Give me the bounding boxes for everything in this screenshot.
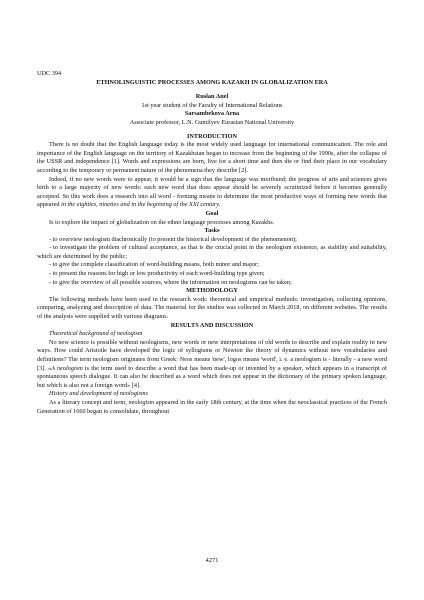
- task-item: - to give the complete classification of word-building means, both minor and major;: [49, 261, 259, 269]
- paper-page: [37, 70, 387, 416]
- goal-text: Is to explore the impact of globalization on the ethno language processes among Kazakhs.: [49, 218, 275, 226]
- task-item: - to give the overview of all possible sources, where the information on neologisms can be taken;: [49, 278, 292, 286]
- tasks-heading: Tasks: [204, 227, 220, 235]
- results-paragraph-2-text-a: As a literary concept and term,: [49, 398, 129, 406]
- goal-heading: Goal: [205, 209, 219, 217]
- introduction-heading: INTRODUCTION: [186, 132, 237, 140]
- results-paragraph-1-text-a: No new science is possible without neologisms, new words or new interpretations of old words to describe and explain reality in new ways. How could Aristotle have developed the logic of syllogisms or Newton the theory of dynamics without new vocabularies and definitions? The term neologism originates from Greek: Neos means 'new', logos means 'word', i. e. a neologism is - literally - a new word [3]. «: [37, 338, 387, 372]
- intro-paragraph-2-text: Indeed, if no new words were to appear, it would be a sign that the language was moribund; the progress of arts and sciences gives birth to a large majority of new words: each new word that does appear should be severely scrutinized before it becomes generally accepted. So this work does a research into all word - forming means to determine the most productive ways of forming new words that appeared: [37, 175, 387, 209]
- results-heading: RESULTS AND DISCUSSION: [170, 321, 254, 329]
- paper-title: ETHNOLINGUISTIC PROCESSES AMONG KAZAKH IN GLOBALIZATION ERA: [96, 78, 328, 86]
- author-affiliation: Associate professor, L.N. Gumilyev Eurasian National University: [129, 118, 295, 126]
- results-subheading-2: History and development of neologisms: [49, 390, 148, 398]
- intro-paragraph-2: [37, 176, 387, 210]
- methodology-text: The following methods have been used in the research work: theoretical and empirical methods: investigation, collecting opinions, comparing, analyzing and description of data. The material for the studies was collected in March 2018, on different websites. The results of the analysis were supplied with various diagrams.: [37, 295, 387, 321]
- page-number: 4271: [205, 557, 219, 564]
- author-affiliation: 1st year student of the Faculty of International Relations: [141, 101, 283, 109]
- author-name: Ruslan Anel: [195, 93, 229, 101]
- methodology-heading: METHODOLOGY: [186, 287, 238, 295]
- intro-paragraph-2-italic: in the eighties, nineties and in the beginning of the XXI century.: [61, 201, 221, 209]
- results-paragraph-1: [37, 339, 387, 391]
- results-subheading-1: Theoretical background of neologism: [49, 330, 143, 338]
- task-item: - to overview neologism diachronically (to present the historical development of the phenomenon);: [49, 235, 297, 243]
- results-paragraph-2-text-b: appeared in the early 18th century, at the time when the neoclassical practices of the French Generation of 1660 began to consolidate, throughout: [37, 398, 387, 415]
- results-paragraph-2: [37, 399, 387, 416]
- udc-code: UDC 394: [37, 70, 62, 77]
- results-paragraph-1-text-b: is the term used to describe a word that has been made-up or invented by a speaker, which appears in a transcript of spontaneous speech dialogue. It can also be described as a word which does not appear in the dictionary of the primary spoken language, but which is also not a foreign word» [4].: [37, 364, 387, 389]
- results-paragraph-1-italic: A neologism: [51, 364, 83, 372]
- author-name: Sarsambekova Arna: [184, 110, 240, 118]
- results-paragraph-2-italic: neologism: [128, 398, 155, 406]
- author-1: [37, 93, 387, 110]
- task-item: - to investigate the problem of cultural acceptance, as that is the crucial point in the neologism existence, as stability and suitability, which are determined by the public;: [37, 244, 387, 260]
- author-2: [37, 110, 387, 127]
- intro-paragraph-1: There is no doubt that the English language today is the most widely used language for international communication. The role and importance of the English language on the territory of Kazakhstan began to increase from the beginning of the 1990s, after the collapse of the USSR and independence [1]. Words and expressions are born, live for a short time and then die or find their place in our vocabulary according to the temporary or permanent nature of the phenomena they describe [2].: [37, 141, 387, 174]
- task-item: - to present the reasons for high or low productivity of each word-building type given;: [49, 270, 265, 278]
